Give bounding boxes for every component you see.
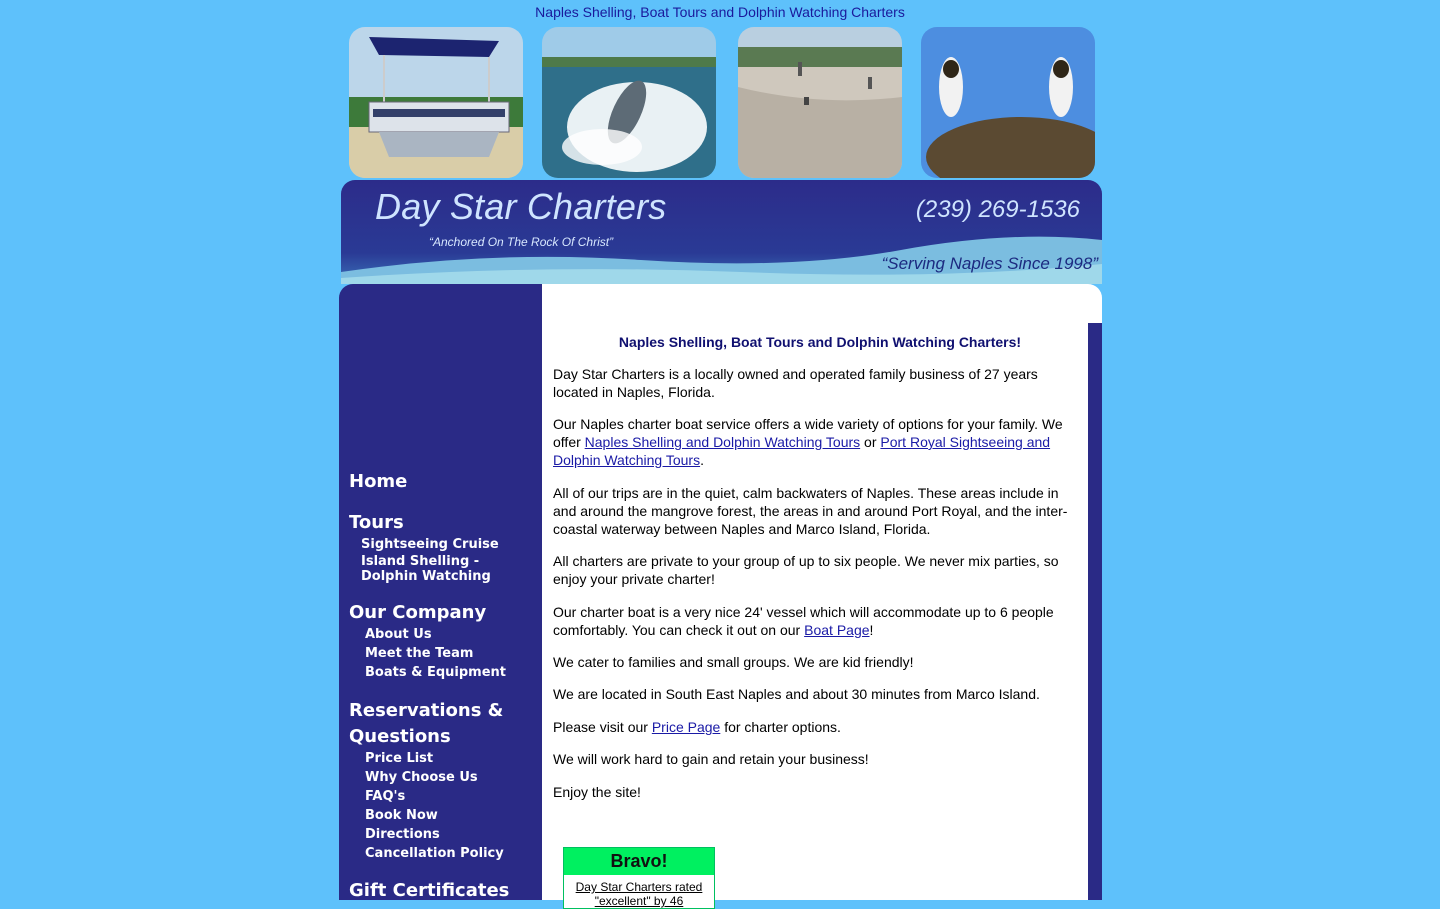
main-content	[542, 284, 1102, 908]
site-banner	[341, 180, 1102, 284]
paragraph-options	[553, 415, 1083, 469]
paragraph-text: or	[860, 434, 881, 450]
nav-price-list[interactable]: Price List	[365, 751, 434, 766]
paragraph-private: All charters are private to your group of up to six people. We never mix parties, so enjoy your private charter!	[553, 553, 1059, 587]
nav-meet-the-team[interactable]: Meet the Team	[365, 646, 474, 661]
paragraph-text: Our Naples charter boat service offers a wide variety of options for your family. We offer	[553, 416, 1063, 450]
nav-cancellation-policy[interactable]: Cancellation Policy	[365, 846, 504, 861]
right-border-bar	[1088, 323, 1102, 900]
nav-our-company[interactable]: Our Company	[349, 602, 487, 623]
nav-about-us[interactable]: About Us	[365, 627, 432, 642]
nav-home[interactable]: Home	[349, 471, 408, 492]
phone-number: (239) 269-1536	[915, 196, 1080, 223]
nav-boats-equipment[interactable]: Boats & Equipment	[365, 665, 506, 680]
paragraph-text: for charter options.	[720, 719, 841, 735]
nav-questions[interactable]: Questions	[349, 726, 451, 747]
nav-book-now[interactable]: Book Now	[365, 808, 438, 823]
top-title: Naples Shelling, Boat Tours and Dolphin Watching Charters	[535, 4, 905, 20]
nav-tours[interactable]: Tours	[349, 512, 404, 533]
paragraph-text: .	[700, 452, 704, 468]
paragraph-intro: Day Star Charters is a locally owned and operated family business of 27 years located in Naples, Florida.	[553, 366, 1038, 400]
nav-why-choose-us[interactable]: Why Choose Us	[365, 770, 478, 785]
site-name: Day Star Charters	[375, 186, 667, 227]
link-boat-page[interactable]: Boat Page	[804, 622, 870, 638]
site-motto: “Anchored On The Rock Of Christ”	[429, 235, 614, 249]
paragraph-trips: All of our trips are in the quiet, calm backwaters of Naples. These areas include in and around the mangrove forest, the areas in and around Port Royal, and the inter-coastal waterway between Naples and Marco Island, Florida.	[553, 485, 1068, 537]
serving-slogan: “Serving Naples Since 1998”	[881, 254, 1098, 273]
link-shelling-dolphin-tours[interactable]: Naples Shelling and Dolphin Watching Tours	[584, 434, 861, 450]
link-port-royal-tours[interactable]: Port Royal Sightseeing and Dolphin Watching Tours	[553, 434, 1051, 468]
bravo-line-1: Day Star Charters rated	[575, 880, 703, 894]
nav-gift-certificates[interactable]: Gift Certificates	[349, 880, 510, 901]
nav-directions[interactable]: Directions	[365, 827, 440, 842]
paragraph-business: We will work hard to gain and retain your business!	[553, 751, 869, 767]
bravo-line-2: "excellent" by 46	[594, 894, 684, 908]
paragraph-text: !	[869, 622, 874, 638]
sidebar-nav	[339, 284, 542, 900]
paragraph-location: We are located in South East Naples and about 30 minutes from Marco Island.	[553, 686, 1040, 702]
bravo-rating-text[interactable]	[564, 875, 714, 908]
dolphin-wake-photo	[542, 27, 716, 178]
paragraph-text: Our charter boat is a very nice 24' vessel which will accommodate up to 6 people comfortably. You can check it out on our	[553, 604, 1054, 638]
nav-dolphin-watching[interactable]: Dolphin Watching	[361, 569, 491, 584]
paragraph-enjoy: Enjoy the site!	[553, 784, 641, 800]
paragraph-boat	[553, 603, 1083, 639]
bravo-title: Bravo!	[564, 848, 714, 875]
paragraph-families: We cater to families and small groups. We are kid friendly!	[553, 654, 914, 670]
content-heading: Naples Shelling, Boat Tours and Dolphin Watching Charters!	[618, 334, 1022, 350]
shell-beach-photo	[738, 27, 902, 178]
osprey-nest-photo	[921, 27, 1095, 178]
nav-faqs[interactable]: FAQ's	[365, 789, 406, 804]
nav-reservations[interactable]: Reservations &	[349, 700, 504, 721]
paragraph-price	[553, 718, 1083, 736]
nav-sightseeing-cruise[interactable]: Sightseeing Cruise	[361, 537, 499, 552]
nav-island-shelling[interactable]: Island Shelling -	[361, 554, 480, 569]
link-price-page[interactable]: Price Page	[651, 719, 721, 735]
paragraph-text: Please visit our	[553, 719, 652, 735]
pontoon-boat-photo	[349, 27, 523, 178]
